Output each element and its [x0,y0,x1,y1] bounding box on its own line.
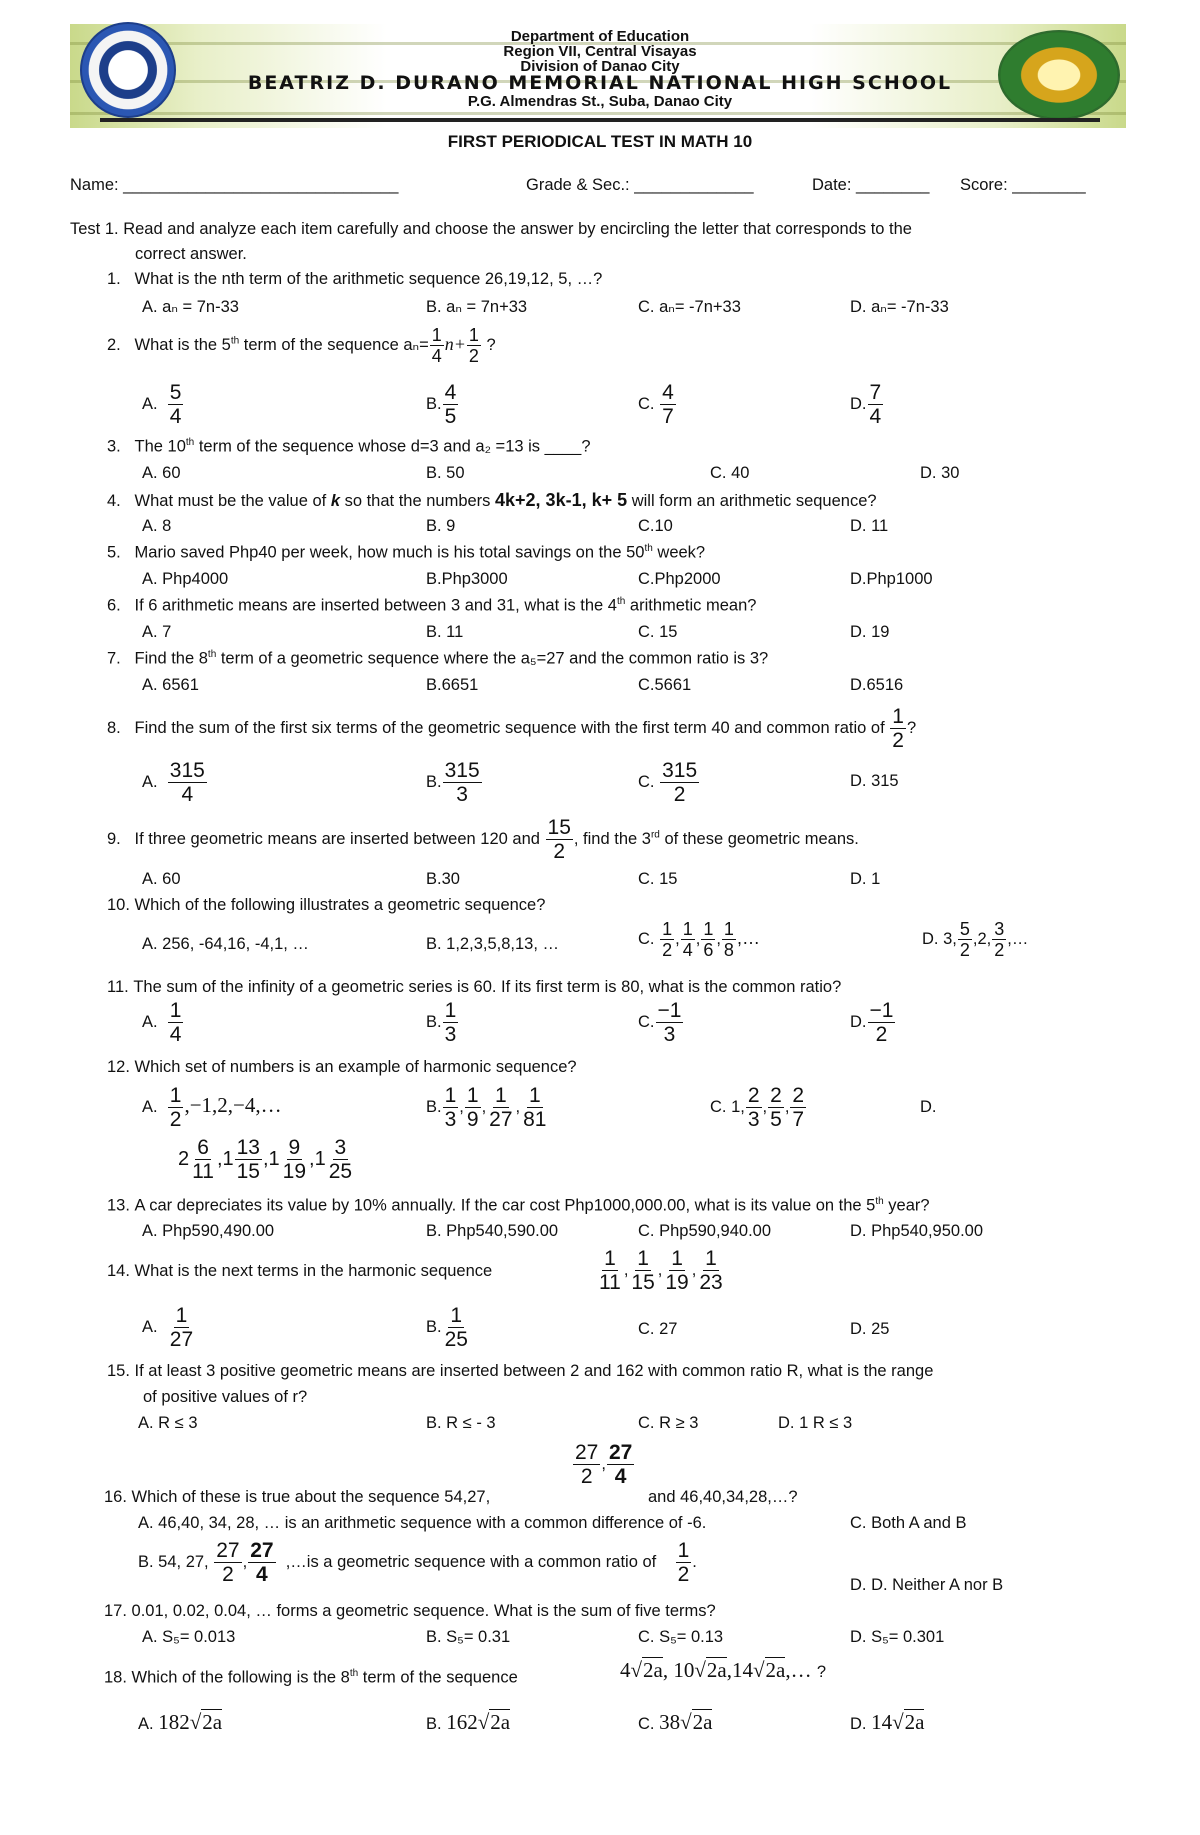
q4-option-b[interactable]: B. 9 [426,517,456,535]
question-18: 18. Which of the following is the 8th term of the sequence [104,1668,518,1687]
question-15: 15. If at least 3 positive geometric means are inserted between 2 and 162 with common ratio R, what is the range [107,1362,934,1380]
name-field[interactable]: Name: ______________________________ [70,176,399,194]
question-15-line-2: of positive values of r? [143,1388,308,1406]
q7-option-c[interactable]: C.5661 [638,676,692,694]
q8-option-d[interactable]: D. 315 [850,772,899,790]
question-9: 9. If three geometric means are inserted between 120 and $\frac{15}{2}$ , find the 3rd of these geometric means. [107,816,859,863]
q14-option-d[interactable]: D. 25 [850,1320,890,1338]
q1-option-c[interactable]: C. aₙ= -7n+33 [638,298,741,316]
question-3: 3. The 10th term of the sequence whose d=3 and a₂ =13 is ____? [107,437,591,456]
q2-option-b[interactable]: B. $\frac{4}{5}$ [426,381,457,428]
q2-option-c[interactable]: C. $\frac{4}{7}$ [638,381,674,428]
question-8: 8. Find the sum of the first six terms of the geometric sequence with the first term 40 and common ratio of $\frac{1}{2}$ ? [107,705,917,752]
q15-option-d[interactable]: D. 1 R ≤ 3 [778,1414,853,1432]
q16-option-d[interactable]: D. D. Neither A nor B [850,1576,1004,1594]
q15-option-b[interactable]: B. R ≤ - 3 [426,1414,496,1432]
q16-option-c[interactable]: C. Both A and B [850,1514,967,1532]
q13-option-b[interactable]: B. Php540,590.00 [426,1222,559,1240]
q10-option-d[interactable]: D. 3, $\frac{5}{2}$ ,2, $\frac{3}{2}$ ,… [922,919,1029,960]
q7-option-b[interactable]: B.6651 [426,676,479,694]
q9-option-c[interactable]: C. 15 [638,870,678,888]
q4-option-a[interactable]: A. 8 [142,517,172,535]
q7-option-a[interactable]: A. 6561 [142,676,199,694]
question-1: 1. What is the nth term of the arithmetic sequence 26,19,12, 5, …? [107,270,603,288]
q1-option-b[interactable]: B. aₙ = 7n+33 [426,298,528,316]
q5-option-d[interactable]: D.Php1000 [850,570,933,588]
q10-option-b[interactable]: B. 1,2,3,5,8,13, … [426,935,559,953]
instructions-line-2: correct answer. [135,245,247,263]
q14-option-b[interactable]: B. $\frac{1}{25}$ [426,1304,468,1351]
score-field[interactable]: Score: ________ [960,176,1086,194]
q11-option-d[interactable]: D. $\frac{-1}{2}$ [850,999,894,1046]
q14-option-a[interactable]: A. $\frac{1}{27}$ [142,1304,194,1351]
division-name: Division of Danao City [520,58,680,75]
q3-option-d[interactable]: D. 30 [920,464,960,482]
question-2: 2. What is the 5th term of the sequence aₙ= $\frac{1}{4}$ n+ $\frac{1}{2}$ ? [107,325,496,366]
q13-option-d[interactable]: D. Php540,950.00 [850,1222,984,1240]
q16-option-a[interactable]: A. 46,40, 34, 28, … is an arithmetic sequence with a common difference of -6. [138,1514,707,1532]
q9-option-d[interactable]: D. 1 [850,870,881,888]
q10-option-a[interactable]: A. 256, -64,16, -4,1, … [142,935,309,953]
page-title: FIRST PERIODICAL TEST IN MATH 10 [447,132,753,151]
q15-option-a[interactable]: A. R ≤ 3 [138,1414,198,1432]
q4-option-d[interactable]: D. 11 [850,517,889,535]
q15-option-c[interactable]: C. R ≥ 3 [638,1414,699,1432]
q13-option-a[interactable]: A. Php590,490.00 [142,1222,275,1240]
q3-option-a[interactable]: A. 60 [142,464,181,482]
q14-sequence: $\frac{1}{11}$ , $\frac{1}{15}$ , $\frac{1}{19}$ , $\frac{1}{23}$ [599,1247,723,1294]
school-name: BEATRIZ D. DURANO MEMORIAL NATIONAL HIGH SCHOOL [247,72,953,94]
q18-option-c[interactable]: C. 38√2a [638,1710,713,1734]
q4-option-c[interactable]: C.10 [638,517,673,535]
instructions-line-1: Test 1. Read and analyze each item carefully and choose the answer by encircling the letter that corresponds to the [70,220,912,238]
question-16: 16. Which of these is true about the sequence 54,27, [104,1488,491,1506]
question-11: 11. The sum of the infinity of a geometric series is 60. If its first term is 80, what is the common ratio? [107,978,842,996]
q16-option-b[interactable]: B. 54, 27, $\frac{27}{2}$ , $\frac{27}{4}$ ,…is a geometric sequence with a common ratio of $\frac{1}{2}$ . [138,1539,697,1586]
date-field[interactable]: Date: ________ [812,176,930,194]
question-7: 7. Find the 8th term of a geometric sequence where the a₅=27 and the common ratio is 3? [107,649,769,668]
question-6: 6. If 6 arithmetic means are inserted between 3 and 31, what is the 4th arithmetic mean? [107,596,757,615]
q1-option-a[interactable]: A. aₙ = 7n-33 [142,298,239,316]
q9-option-b[interactable]: B.30 [426,870,460,888]
q10-option-c[interactable]: C. $\frac{1}{2}$ , $\frac{1}{4}$ , $\frac{1}{6}$ , $\frac{1}{8}$ ,… [638,919,760,960]
q5-option-b[interactable]: B.Php3000 [426,570,508,588]
q5-option-a[interactable]: A. Php4000 [142,570,229,588]
q6-option-d[interactable]: D. 19 [850,623,890,641]
q2-option-a[interactable]: A. $\frac{5}{4}$ [142,381,182,428]
region-name: Region VII, Central Visayas [503,43,697,60]
q6-option-a[interactable]: A. 7 [142,623,172,641]
grade-section-field[interactable]: Grade & Sec.: _____________ [526,176,754,194]
school-address: P.G. Almendras St., Suba, Danao City [467,93,733,110]
question-16-tail: and 46,40,34,28,…? [648,1488,798,1506]
q2-option-d[interactable]: D. $\frac{7}{4}$ [850,381,882,428]
q18-sequence: 4√2a, 10√2a,14√2a,… ? [620,1658,827,1682]
question-4: 4. What must be the value of k so that the numbers 4k+2, 3k-1, k+ 5 will form an arithmetic sequence? [107,490,877,510]
q8-option-b[interactable]: B. $\frac{315}{3}$ [426,759,480,806]
q12-option-d-label[interactable]: D. [920,1098,937,1116]
q13-option-c[interactable]: C. Php590,940.00 [638,1222,772,1240]
q12-option-c[interactable]: C. 1, $\frac{2}{3}$ , $\frac{2}{5}$ , $\frac{2}{7}$ [710,1084,805,1131]
q8-option-a[interactable]: A. $\frac{315}{4}$ [142,759,205,806]
q9-option-a[interactable]: A. 60 [142,870,181,888]
question-14: 14. What is the next terms in the harmonic sequence [107,1262,493,1280]
q11-option-a[interactable]: A. $\frac{1}{4}$ [142,999,182,1046]
q16-fractions: $\frac{27}{2}$ , $\frac{27}{4}$ [575,1441,633,1488]
header-divider [100,118,1100,122]
q17-option-a[interactable]: A. S₅= 0.013 [142,1628,236,1646]
q18-option-a[interactable]: A. 182√2a [138,1710,223,1734]
q1-option-d[interactable]: D. aₙ= -7n-33 [850,298,949,316]
question-12: 12. Which set of numbers is an example of harmonic sequence? [107,1058,577,1076]
q11-option-c[interactable]: C. $\frac{-1}{3}$ [638,999,682,1046]
department-name: Department of Education [510,28,690,45]
q12-option-a[interactable]: A. $\frac{1}{2}$ ,−1,2,−4,… [142,1084,282,1131]
q12-option-d-values[interactable]: 2 $\frac{6}{11}$ ,1 $\frac{13}{15}$ ,1 $\frac{9}{19}$ ,1 $\frac{3}{25}$ [178,1136,353,1183]
q3-option-c[interactable]: C. 40 [710,464,750,482]
q6-option-b[interactable]: B. 11 [426,623,464,641]
q3-option-b[interactable]: B. 50 [426,464,465,482]
q17-option-c[interactable]: C. S₅= 0.13 [638,1628,724,1646]
q11-option-b[interactable]: B. $\frac{1}{3}$ [426,999,457,1046]
q17-option-d[interactable]: D. S₅= 0.301 [850,1628,945,1646]
question-10: 10. Which of the following illustrates a geometric sequence? [107,896,546,914]
q7-option-d[interactable]: D.6516 [850,676,904,694]
q18-option-b[interactable]: B. 162√2a [426,1710,511,1734]
q8-option-c[interactable]: C. $\frac{315}{2}$ [638,759,698,806]
q5-option-c[interactable]: C.Php2000 [638,570,721,588]
q18-option-d[interactable]: D. 14√2a [850,1710,925,1734]
question-17: 17. 0.01, 0.02, 0.04, … forms a geometric sequence. What is the sum of five terms? [104,1602,716,1620]
q12-option-b[interactable]: B. $\frac{1}{3}$ , $\frac{1}{9}$ , $\frac{1}{27}$ , $\frac{1}{81}$ [426,1084,547,1131]
question-5: 5. Mario saved Php40 per week, how much is his total savings on the 50th week? [107,543,706,562]
q6-option-c[interactable]: C. 15 [638,623,678,641]
question-13: 13. A car depreciates its value by 10% annually. If the car cost Php1000,000.00, what is its value on the 5th year? [107,1196,930,1215]
q14-option-c[interactable]: C. 27 [638,1320,678,1338]
q17-option-b[interactable]: B. S₅= 0.31 [426,1628,511,1646]
